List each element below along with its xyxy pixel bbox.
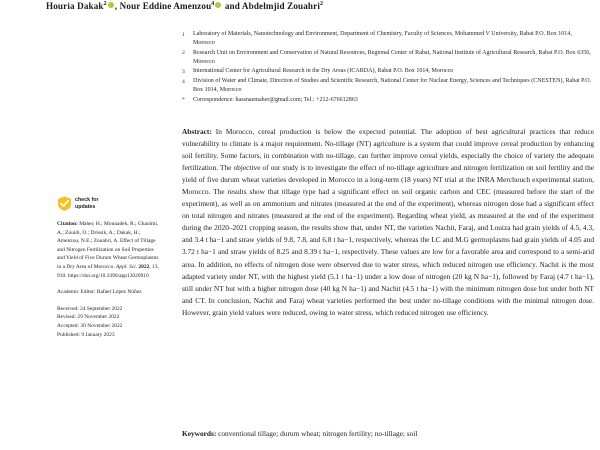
citation-authors: Maher, H.; Mounadek, R.; Ghanimi, A.; Zouidi, O.; Drissik, A.; Dakak, H.; Amenzou, N.E.; Zouahri, A. Effect of Tillage and Nitrogen Fertilization on Soil Properties and Yield of Five Durum Wheat Germoplasms in a Dry Area of Morocco. [57, 221, 159, 270]
affiliations-list [182, 30, 594, 106]
author-affiliation-marker: 2 [103, 1, 107, 7]
date-published [57, 331, 161, 340]
author-name-2: Nour Eddine Amenzou [119, 1, 212, 12]
affiliation-item [182, 67, 594, 77]
date-revised-label: Revised: [57, 314, 77, 321]
keywords-body: conventional tillage; durum wheat; nitrogen fertility; no-tillage; soil [216, 429, 418, 438]
affiliation-text: Laboratory of Materials, Nanotechnology and Environment, Department of Chemistry, Faculty of Sciences, Mohammed V University, Rabat P.O. Box 1014, Morocco [193, 31, 572, 47]
affiliation-number: 1 [182, 31, 185, 38]
affiliation-item [182, 30, 594, 48]
academic-editor-name-cont: López Núñez [112, 289, 142, 296]
affiliation-text: Research Unit on Environment and Conservation of Natural Resources, Regional Center of Rabat, National Institute of Agricultural Research, Rabat P.O. Box 6356, Morocco [193, 49, 591, 65]
date-published-label: Published: [57, 331, 80, 338]
keywords-label: Keywords: [182, 429, 217, 438]
date-revised-value: 29 November 2022 [76, 314, 120, 321]
affiliation-text: Division of Water and Climate, Direction of Studies and Scientific Research, National Center for Nuclear Energy, Sciences and Techniques (CNESTEN), Rabat P.O. Box 1014, Morocco [193, 78, 592, 94]
citation-volume-page: , 13, 910. [57, 263, 159, 279]
orcid-icon[interactable] [215, 2, 221, 8]
check-for-updates-line2: updates [75, 203, 96, 210]
date-received-value: 24 September 2022 [78, 305, 123, 312]
citation-doi-line1[interactable]: https://doi.org/10.3390/ [67, 272, 120, 279]
citation-year: 2022 [137, 263, 150, 270]
date-received [57, 305, 161, 314]
affiliation-number: 4 [182, 78, 185, 85]
date-revised [57, 313, 161, 322]
check-for-updates-label [75, 197, 99, 209]
author-line [46, 1, 566, 11]
academic-editor-block [57, 288, 161, 297]
academic-editor-label: Academic Editor: [57, 289, 96, 296]
abstract-body: In Morocco, cereal production is below the expected potential. The adoption of best agricultural practices that reduce vulnerability to climate is a major requirement. No-tillage (NT) agriculture is a system that could improve cereal production by enhancing soil fertility. Some factors, in combination with no-tillage, can further improve cereal yields, especially the choice of variety the adequate fertilization. The objective of our study is to investigate the effect of no-tillage agriculture and nitrogen fertilization on soil fertility and the yield of five durum wheat varieties developed in Morocco in a long-term (18 years) NT trial at the INRA Merchouch experimental station, Morocco. The results show that tillage type had a significant effect on soil organic carbon and CEC (measured before the start of the experiment), as well as on ammonium and nitrates (measured at the end of the experiment), whereas nitrogen dose had a significant effect on total nitrogen and nitrates (measured at the end of the experiment). Regarding wheat yield, as measured at the end of the experiment during the 2020–2021 cropping season, the results show that, under NT, the varieties Nachit, Faraj, and Louiza had grain yields of 4.5, 4.3, and 3.4 t ha−1 and straw yields of 9.8, 7.8, and 6.8 t ha−1, respectively, whereas the LC and M.G germoplasms had grain yields of 4.05 and 3.72 t ha−1 and straw yields of 8.25 and 8.39 t ha−1, respectively. These values are low for a favorable area and correspond to a semi-arid area. In addition, no effects of nitrogen dose were observed due to water stress, which reduced nitrogen use efficiency. Nachit is the most adapted variety under NT, with the highest yield (5.1 t ha−1) under a low dose of nitrogen (20 kg N ha−1), followed by Faraj (4.7 t ha−1), still under NT but with a higher nitrogen dose (40 kg N ha−1) and Nachit (4.5 t ha−1) with the minimum nitrogen dose but under both NT and CT. In conclusion, Nachit and Faraj wheat varieties performed the best under no-tillage conditions with the minimal nitrogen dose. However, grain yield values were reduced, owing to water stress, which reduced nitrogen use efficiency. [182, 127, 594, 317]
crossmark-icon [57, 196, 72, 211]
citation-block [57, 220, 161, 280]
date-accepted-label: Accepted: [57, 322, 80, 329]
publication-dates-block [57, 305, 161, 339]
correspondence-marker: * [182, 97, 185, 104]
date-accepted [57, 322, 161, 331]
author-separator: , [114, 1, 120, 12]
date-accepted-value: 30 November 2022 [79, 322, 123, 329]
academic-editor-name: Rafael [95, 289, 112, 296]
correspondence-item [182, 96, 594, 106]
date-received-label: Received: [57, 305, 79, 312]
author-separator: and [222, 1, 242, 12]
affiliation-item [182, 49, 594, 67]
correspondence-text: Correspondence: hassnaemaher@gmail.com; Tel.: +212-676612863 [193, 96, 358, 103]
author-affiliation-marker: 2 [320, 1, 324, 7]
citation-label: Citation: [57, 221, 78, 227]
keywords-line [182, 428, 594, 440]
sidebar [57, 196, 161, 347]
author-name-3: Abdelmjid Zouahri [241, 1, 320, 12]
affiliation-number: 3 [182, 68, 185, 75]
check-for-updates-badge[interactable] [57, 196, 161, 211]
orcid-icon[interactable] [108, 2, 114, 8]
check-for-updates-line1: check for [75, 197, 99, 204]
affiliation-text: International Center for Agricultural Research in the Dry Areas (ICARDA), Rabat P.O. Box 1014, Morocco [193, 68, 454, 75]
author-name-1: Houria Dakak [46, 1, 104, 12]
abstract-label: Abstract: [182, 127, 212, 136]
abstract-paragraph [182, 126, 594, 319]
citation-doi-line2[interactable]: app13020910 [119, 272, 149, 279]
affiliation-item [182, 77, 594, 95]
author-affiliation-marker: 4 [211, 1, 215, 7]
date-published-value: 9 January 2023 [79, 331, 115, 338]
citation-journal: Appl. Sci. [116, 263, 138, 270]
affiliation-number: 2 [182, 50, 185, 57]
